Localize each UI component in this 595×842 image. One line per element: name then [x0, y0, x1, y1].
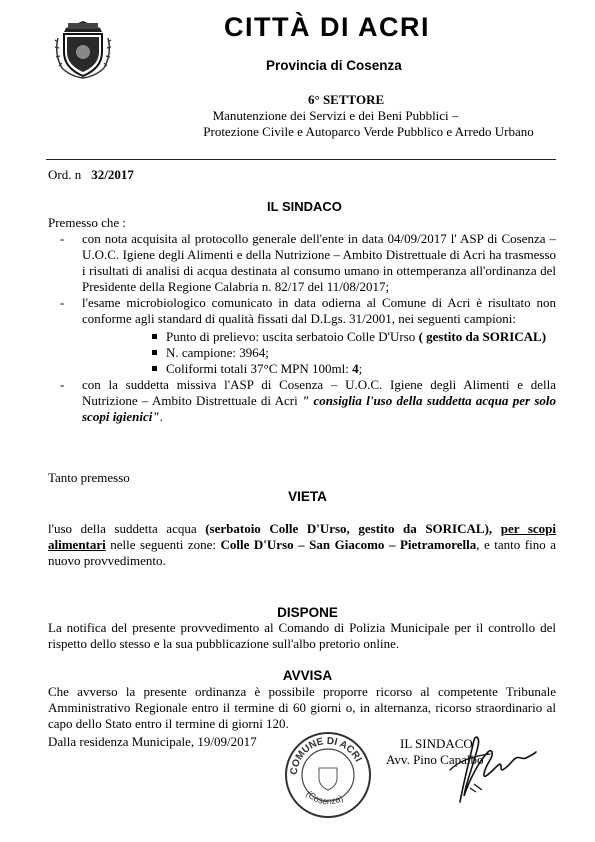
- premise-text-2: l'esame microbiologico comunicato in data odierna al Comune di Acri è risultato non conforme agli standard di qualità fissati dal D.Lgs. 31/2001, nei seguenti campioni:: [82, 295, 556, 326]
- sample-bold-3: 4: [352, 361, 359, 376]
- svg-text:COMUNE DI ACRI: COMUNE DI ACRI: [288, 735, 364, 776]
- sample-list: [82, 329, 556, 377]
- asp-quote: " consiglia l'uso della suddetta acqua per solo scopi igienici": [82, 393, 556, 424]
- vieta-paragraph: [48, 521, 556, 569]
- sample-item-1: [152, 329, 556, 345]
- order-value: 32/2017: [91, 167, 134, 182]
- square-bullet-icon: [152, 350, 157, 355]
- vieta-zones: Colle D'Urso – San Giacomo – Pietramorella: [220, 537, 477, 552]
- vieta-text-1: l'uso della suddetta acqua: [48, 521, 206, 536]
- svg-text:(Cosenza): (Cosenza): [304, 788, 345, 807]
- order-number: [48, 167, 134, 183]
- sector-line-2: Protezione Civile e Autoparco Verde Pubblico e Arredo Urbano: [203, 124, 534, 139]
- square-bullet-icon: [152, 334, 157, 339]
- sample-text-3: Coliformi totali 37°C MPN 100ml:: [166, 361, 353, 376]
- sample-text-2: N. campione: 3964;: [166, 345, 269, 360]
- header-divider: [46, 159, 556, 160]
- vieta-underlined: per scopi alimentari: [48, 521, 556, 552]
- province-name: Provincia di Cosenza: [266, 58, 402, 73]
- sample-bold-1: ( gestito da SORICAL): [418, 329, 547, 344]
- premises-list: [60, 231, 556, 425]
- order-label: Ord. n: [48, 167, 82, 182]
- sector-title: 6° SETTORE: [308, 92, 385, 107]
- square-bullet-icon: [152, 366, 157, 371]
- premise-text-1: con nota acquisita al protocollo generale dell'ente in data 04/09/2017 l' ASP di Cosenza – U.O.C. Igiene degli Alimenti e della Nutrizione – Ambito Distrettuale di Acri ha trasmesso i risultati di analisi di acqua destinata al consumo umano in ottemperanza all'ordinanza del Presidente della Regione Calabria n. 82/17 del 11/08/2017;: [82, 231, 556, 294]
- handwritten-signature: [430, 730, 540, 810]
- vieta-bold-1: (serbatoio Colle D'Urso, gestito da SORICAL),: [205, 521, 501, 536]
- dash-bullet: -: [60, 295, 65, 310]
- vieta-heading: VIETA: [288, 489, 327, 504]
- premise-text-3: con la suddetta missiva l'ASP di Cosenza – U.O.C. Igiene degli Alimenti e della Nutrizione – Ambito Distrettuale di Acri: [82, 377, 556, 408]
- dash-bullet: -: [60, 377, 65, 392]
- premesso-label: Premesso che :: [48, 215, 126, 230]
- avvisa-paragraph: Che avverso la presente ordinanza è possibile proporre ricorso al competente Tribunale Amministrativo Regionale entro il termine di 60 giorni o, in alternanza, ricorso straordinario al capo dello Stato entro il termine di giorni 120.: [48, 684, 556, 731]
- sector-line-1: Manutenzione dei Servizi e dei Beni Pubblici –: [212, 108, 459, 123]
- place-date-line: Dalla residenza Municipale, 19/09/2017: [48, 734, 257, 749]
- sample-text-1: Punto di prelievo: uscita serbatoio Colle D'Urso: [166, 329, 419, 344]
- city-title: CITTÀ DI ACRI: [224, 12, 430, 42]
- premise-item-1: [60, 231, 556, 295]
- premise-item-2: [60, 295, 556, 377]
- tanto-premesso: Tanto premesso: [48, 470, 130, 485]
- sample-suffix-3: ;: [358, 361, 363, 376]
- sample-item-2: [152, 345, 556, 361]
- premise-suffix-3: .: [159, 409, 163, 424]
- signatory-title: IL SINDACO: [400, 736, 473, 751]
- vieta-text-2: nelle seguenti zone:: [105, 537, 221, 552]
- dispone-paragraph: La notifica del presente provvedimento al Comando di Polizia Municipale per il controllo del rispetto dello stesso e la sua pubblicazione sull'albo pretorio online.: [48, 620, 556, 651]
- dispone-heading: DISPONE: [277, 605, 338, 620]
- dash-bullet: -: [60, 231, 65, 246]
- vieta-text-3: , e tanto fino a nuovo provvedimento.: [48, 537, 556, 568]
- premise-item-3: [60, 377, 556, 425]
- municipal-stamp-icon: [283, 730, 373, 820]
- sample-item-3: [152, 361, 556, 377]
- signatory-name: Avv. Pino Capalbo: [386, 752, 484, 767]
- coat-of-arms-logo: [52, 18, 114, 80]
- avvisa-heading: AVVISA: [282, 668, 333, 683]
- sindaco-heading: IL SINDACO: [267, 199, 342, 214]
